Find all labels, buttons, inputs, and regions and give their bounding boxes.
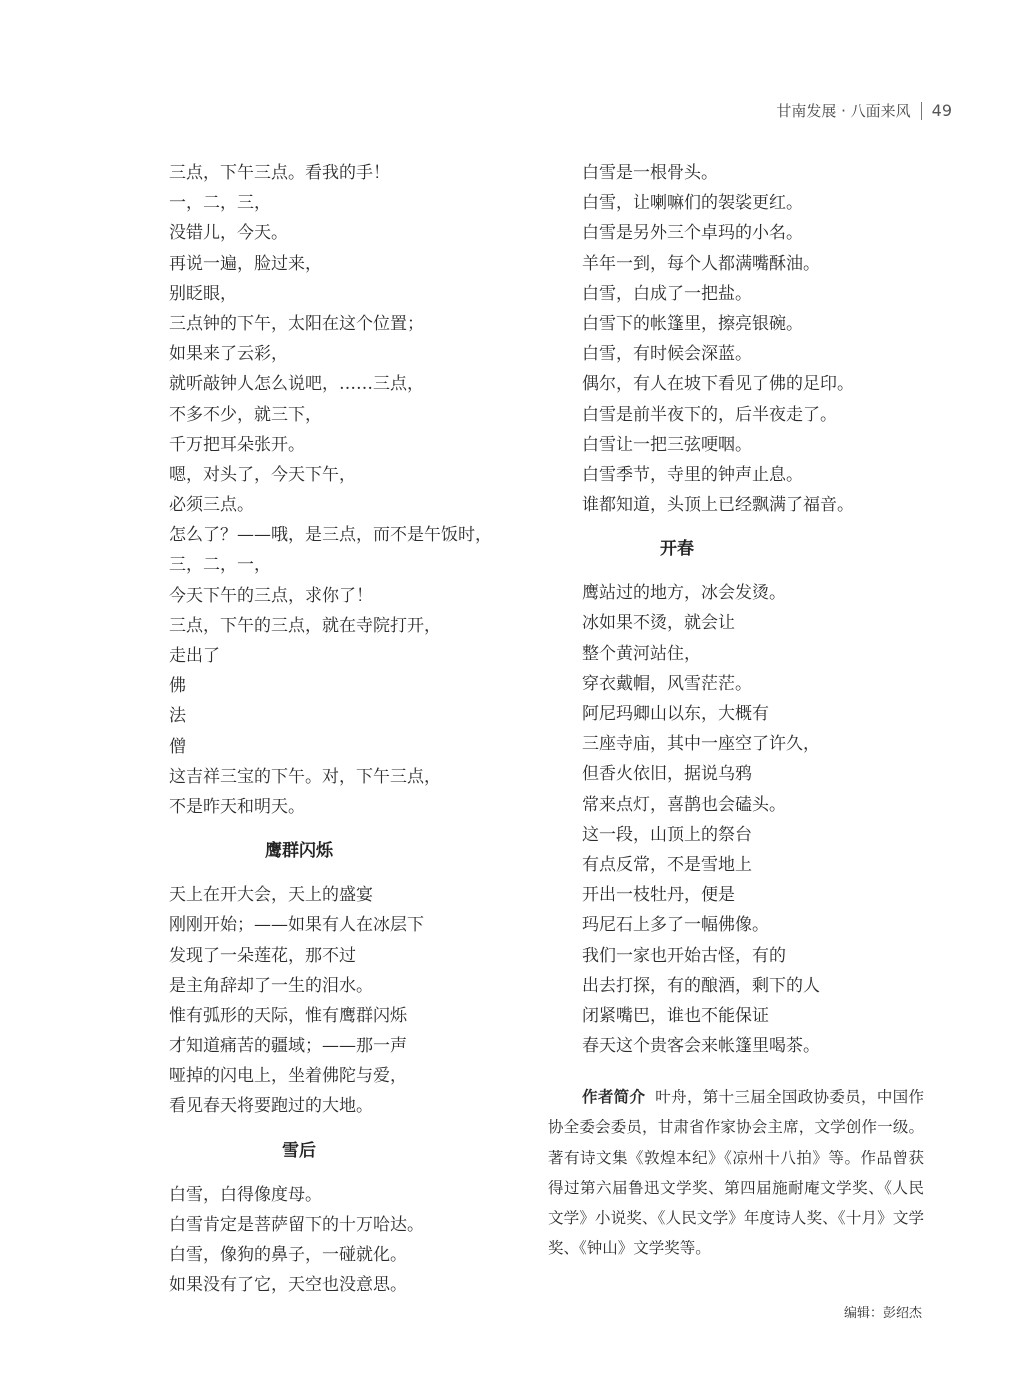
poem3-body: [169, 1180, 529, 1301]
poem-line: 天上在开大会，天上的盛宴: [169, 885, 373, 906]
poem-line: 白雪让一把三弦哽咽。: [582, 434, 752, 455]
poem-line: 刚刚开始；——如果有人在冰层下: [169, 915, 424, 936]
poem-line: 春天这个贵客会来帐篷里喝茶。: [582, 1036, 820, 1057]
poem-line: 三点，下午的三点，就在寺院打开，: [169, 615, 441, 636]
section-title: 甘南发展 · 八面来风: [776, 102, 911, 120]
poem-line: 一，二，三，: [169, 193, 271, 214]
poem-line: 必须三点。: [169, 495, 254, 516]
left-column: [169, 158, 529, 1300]
poem-line: 惟有弧形的天际，惟有鹰群闪烁: [169, 1005, 407, 1026]
poem-line: 看见春天将要跑过的大地。: [169, 1096, 373, 1117]
header-divider: [921, 102, 922, 120]
poem-line: 白雪肯定是菩萨留下的十万哈达。: [169, 1214, 424, 1235]
poem-line: 偶尔，有人在坡下看见了佛的足印。: [582, 374, 854, 395]
poem-line: 这一段，山顶上的祭台: [582, 824, 752, 845]
poem3-title: 雪后: [282, 1140, 316, 1161]
poem-line: 但香火依旧，据说乌鸦: [582, 764, 752, 785]
poem2-title: 鹰群闪烁: [265, 841, 333, 862]
poem-line: 三，二，一，: [169, 555, 271, 576]
poem-line: 谁都知道，头顶上已经飘满了福音。: [582, 495, 854, 516]
poem-line: 再说一遍，脸过来，: [169, 253, 322, 274]
poem-line: 是主角辞却了一生的泪水。: [169, 975, 373, 996]
poem-line: 常来点灯，喜鹊也会磕头。: [582, 794, 786, 815]
poem-line: 不是昨天和明天。: [169, 796, 305, 817]
poem-line: 整个黄河站住，: [582, 643, 701, 664]
poem-line: 今天下午的三点，求你了！: [169, 585, 373, 606]
poem-line: 嗯，对头了，今天下午，: [169, 464, 356, 485]
poem-line: 有点反常，不是雪地上: [582, 854, 752, 875]
poem-line: 白雪，像狗的鼻子，一碰就化。: [169, 1245, 407, 1265]
poem-line: 如果来了云彩，: [169, 344, 288, 365]
poem1-body: [169, 158, 529, 822]
poem-line: 冰如果不烫，就会让: [582, 613, 735, 634]
page-header: [776, 100, 952, 121]
author-bio-text: 叶舟，第十三届全国政协委员，中国作协全委会委员，甘肃省作家协会主席，文学创作一级。著有诗文集《敦煌本纪》《凉州十八拍》等。作品曾获得过第六届鲁迅文学奖、第四届施耐庵文学奖、《人民文学》小说奖、《人民文学》年度诗人奖、《十月》文学奖、《钟山》文学奖等。: [548, 1088, 924, 1258]
poem-line: 如果没有了它，天空也没意思。: [169, 1275, 407, 1296]
poem-line: 开出一枝牡丹，便是: [582, 885, 735, 906]
poem-line: 白雪，白得像度母。: [169, 1184, 322, 1205]
author-bio-label: 作者简介: [582, 1088, 646, 1106]
poem-line: 白雪是一根骨头。: [582, 163, 718, 183]
poem3-continued-body: [582, 158, 942, 520]
poem-line: 佛: [169, 676, 186, 697]
poem-line: 这吉祥三宝的下午。对，下午三点，: [169, 766, 441, 787]
page-number: 49: [931, 101, 952, 120]
poem-line: 白雪是另外三个卓玛的小名。: [582, 223, 803, 244]
poem-line: 白雪季节，寺里的钟声止息。: [582, 464, 803, 485]
poem-line: 白雪，让喇嘛们的袈裟更红。: [582, 193, 803, 214]
right-column: [582, 158, 942, 1061]
poem-line: 白雪，有时候会深蓝。: [582, 344, 752, 365]
poem-line: 就听敲钟人怎么说吧，……三点，: [169, 374, 424, 395]
poem-line: 我们一家也开始古怪，有的: [582, 945, 786, 966]
poem-line: 哑掉的闪电上，坐着佛陀与爱，: [169, 1066, 407, 1087]
poem-line: 法: [169, 706, 186, 727]
poem-line: 穿衣戴帽，风雪茫茫。: [582, 673, 752, 694]
poem4-body: [582, 578, 942, 1061]
poem-line: 鹰站过的地方，冰会发烫。: [582, 583, 786, 604]
poem2-body: [169, 880, 529, 1122]
poem-line: 羊年一到，每个人都满嘴酥油。: [582, 253, 820, 274]
poem-line: 没错儿，今天。: [169, 223, 288, 244]
author-bio: [548, 1082, 924, 1264]
poem-line: 不多不少，就三下，: [169, 404, 322, 425]
editor-credit: 编辑：彭绍杰: [843, 1306, 922, 1321]
poem-line: 才知道痛苦的疆域；——那一声: [169, 1036, 407, 1057]
poem-line: 白雪是前半夜下的，后半夜走了。: [582, 404, 837, 425]
poem-line: 发现了一朵莲花，那不过: [169, 945, 356, 966]
poem-line: 出去打探，有的酿酒，剩下的人: [582, 975, 820, 996]
poem-line: 三座寺庙，其中一座空了许久，: [582, 734, 820, 755]
poem-line: 玛尼石上多了一幅佛像。: [582, 915, 769, 936]
poem-line: 千万把耳朵张开。: [169, 434, 305, 455]
poem-line: 三点，下午三点。看我的手！: [169, 163, 390, 183]
poem-line: 白雪，白成了一把盐。: [582, 283, 752, 304]
poem-line: 僧: [169, 736, 186, 757]
poem-line: 白雪下的帐篷里，擦亮银碗。: [582, 313, 803, 334]
poem-line: 三点钟的下午，太阳在这个位置；: [169, 313, 424, 334]
poem-line: 别眨眼，: [169, 283, 237, 304]
poem4-title: 开春: [660, 539, 694, 560]
poem-line: 走出了: [169, 646, 220, 666]
poem-line: 阿尼玛卿山以东，大概有: [582, 704, 769, 724]
poem-line: 怎么了？——哦，是三点，而不是午饭时，: [169, 525, 492, 546]
poem-line: 闭紧嘴巴，谁也不能保证: [582, 1005, 769, 1026]
